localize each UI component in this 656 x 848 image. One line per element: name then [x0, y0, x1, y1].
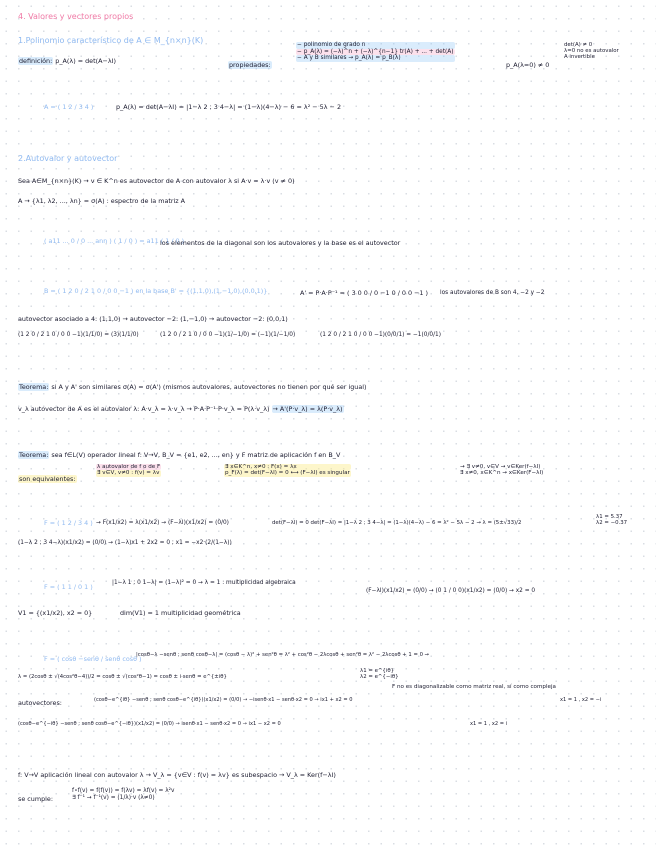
theorem-2-conditions-right [224, 464, 351, 477]
property-3: − A y B similares → p_A(λ) = p_B(λ) [296, 55, 455, 62]
example-2-check-3: (1 2 0 / 2 1 0 / 0 0 −1)(0/0/1) = −1(0/0/1) [320, 332, 441, 338]
final-property-1: f∘f(v) = f(f(v)) = f(λv) = λf(v) = λ²v [72, 788, 175, 794]
property-2: − p_A(λ) = (−λ)^n + (−λ)^{n−1} tr(A) + ... + det(A) [297, 48, 454, 55]
property-1: − polinomio de grado n [296, 42, 455, 49]
example-3-equation: → F(x1/x2) = λ(x1/x2) → (F−λI)(x1/x2) = (0/0) [96, 520, 229, 526]
chapter-title: 4. Valores y vectores propios [18, 12, 134, 21]
theorem-2-cond-2: ∃ v∈V, v≠0 : f(v) = λv [97, 470, 160, 477]
theorem-2-result-2: ∃ x≠0, x∈K^n → x∈Ker(F−λI) [460, 470, 544, 477]
example-4-dimension: dim(V1) = 1 multiplicidad geométrica [120, 609, 241, 617]
example-1-matrix: A = ( 1 2 / 3 4 ) [44, 103, 94, 111]
theorem-1-text: si A y A' son similares σ(A) = σ(A') (mismos autovalores, autovectores no tienen por qué ser igual) [51, 383, 367, 391]
example-5-eigenvector-1-result: x1 = 1 , x2 = −i [560, 697, 602, 703]
example-2-check-2: (1 2 0 / 2 1 0 / 0 0 −1)(1/−1/0) = (−1)(1/−1/0) [160, 332, 296, 338]
example-4-matrix: F = ( 1 1 / 0 1 ) [44, 583, 93, 591]
example-5-roots [360, 668, 399, 680]
diagonal-example: ( a11 ... 0 / 0 ... ann ) ( 1 / 0 ) = a11 ( 1 / 0 ) [44, 237, 185, 245]
theorem-2-text: sea f∈L(V) operador lineal f: V→V, B_V = {e1, e2, ..., en} y F matriz de aplicación f en B_V [51, 451, 341, 459]
final-properties [72, 788, 174, 801]
theorem-1-proof-b: → A'(P·v_λ) = λ(P·v_λ) [272, 405, 343, 413]
example-2-matrix: B = ( 1 2 0 / 2 1 0 / 0 0 −1 ) en la base B' = {(1,1,0),(1,−1,0),(0,0,1)} [44, 287, 268, 295]
final-property-2: ∃ f⁻¹ → f⁻¹(v) = (1/λ)·v (λ≠0) [72, 794, 155, 801]
example-2-check-1: (1 2 0 / 2 1 0 / 0 0 −1)(1/1/0) = (3)(1/1/0) [18, 332, 139, 338]
theorem-2-cond-1: λ autovalor de f o de F [97, 464, 161, 470]
section-1-title: 1.Polinomio característico de A ∈ M_{n×n}(K) [18, 36, 204, 45]
example-4-kernel: (F−λI)(x1/x2) = (0/0) → (0 1 / 0 0)(x1/x2) = (0/0) → x2 = 0 [366, 588, 536, 594]
eigenspace-definition: f: V→V aplicación lineal con autovalor λ → V_λ = {v∈V : f(v) = λv} es subespacio → V_λ = Ker(f−λI) [18, 771, 336, 779]
example-5-eigenvector-2-result: x1 = 1 , x2 = i [470, 721, 508, 727]
theorem-2-conditions-left [96, 464, 161, 477]
diagonal-note: los elementos de la diagonal son los autovalores y la base es el autovector [160, 239, 401, 247]
final-satisfies-label: se cumple: [18, 795, 53, 803]
theorem-2-cond-4: p_F(λ) = det(F−λI) = 0 ⟷ (F−λI) es singular [225, 470, 350, 477]
theorem-1 [18, 384, 367, 391]
invertible-2: λ=0 no es autovalor [564, 48, 619, 55]
definition-label: definición: [19, 57, 53, 65]
example-3-matrix: F = ( 1 2 / 3 4 ) [44, 519, 93, 527]
example-3-root-1: λ1 = 5.37 [596, 514, 623, 520]
example-3-system: (1−λ 2 ; 3 4−λ)(x1/x2) = (0/0) → (1−λ)x1 + 2x2 = 0 ; x1 = −x2·(2/(1−λ)) [18, 540, 232, 546]
example-4-determinant: |1−λ 1 ; 0 1−λ| = (1−λ)² = 0 → λ = 1 : multiplicidad algebraica [112, 580, 296, 586]
section-2-title: 2.Autovalor y autovector [18, 154, 118, 163]
eigen-definition: Sea A∈M_{n×n}(K) → v ∈ K^n es autovector de A con autovalor λ si A·v = λ·v (v ≠ 0) [18, 177, 295, 185]
theorem-2-result-1: → ∃ v≠0, v∈V → v∈Ker(f−λI) [460, 464, 541, 470]
spectrum-definition: A → {λ1, λ2, ..., λn} = σ(A) : espectro de la matriz A [18, 197, 186, 205]
example-5-eigenvector-2: (cosθ−e^{−iθ} −senθ ; senθ cosθ−e^{−iθ})(x1/x2) = (0/0) → isenθ·x1 − senθ·x2 = 0 → ix1 − x2 = 0 [18, 721, 281, 727]
example-2-eigenvectors: autovector asociado a 4: (1,1,0) → autovector −2: (1,−1,0) → autovector −2: (0,0,1) [18, 315, 288, 323]
example-3-roots [596, 514, 627, 526]
theorem-2 [18, 452, 340, 459]
example-5-eigenvector-1: (cosθ−e^{iθ} −senθ ; senθ cosθ−e^{iθ})(x1/x2) = (0/0) → −isenθ·x1 − senθ·x2 = 0 → ix1 + x2 = 0 [94, 697, 353, 703]
theorem-2-cond-3: ∃ x∈K^n, x≠0 : F(x) = λx [224, 464, 351, 470]
properties-label: propiedades: [229, 61, 271, 69]
properties-list [296, 42, 455, 62]
example-2-change-of-basis: A' = P·A·P⁻¹ = ( 3 0 0 / 0 −1 0 / 0 0 −1 ) [300, 289, 429, 297]
example-5-root-2: λ2 = e^{−iθ} [360, 674, 399, 681]
theorem-1-proof [18, 406, 344, 413]
invertible-condition: p_A(λ=0) ≠ 0 [506, 61, 550, 69]
theorem-2-label: Teorema: [19, 451, 49, 459]
theorem-2-equivalent-label: son equivalentes: [19, 475, 76, 483]
invertible-list [564, 42, 619, 61]
definition-line [18, 58, 116, 65]
example-5-lambda: λ = (2cosθ ± √(4cos²θ−4))/2 = cosθ ± √(cos²θ−1) = cosθ ± i·senθ = e^{±iθ} [18, 674, 227, 680]
theorem-2-results [460, 464, 543, 477]
example-5-determinant: |cosθ−λ −senθ ; senθ cosθ−λ| = (cosθ − λ)² + sen²θ = λ² + cos²θ − 2λcosθ + sen²θ = λ² − 2λcosθ + 1 = 0 → [136, 652, 430, 658]
example-5-matrix: F = ( cosθ −senθ / senθ cosθ ) [44, 655, 142, 663]
invertible-1: det(A) ≠ 0 [564, 42, 593, 48]
example-3-determinant: det(F−λI) = 0 det(F−λI) = |1−λ 2 ; 3 4−λ| = (1−λ)(4−λ) − 6 = λ² − 5λ − 2 → λ = (5±√33)/2 [272, 520, 522, 526]
example-3-root-2: λ2 = −0.37 [596, 520, 628, 527]
theorem-1-label: Teorema: [19, 383, 49, 391]
example-1-calculation: p_A(λ) = det(A−λI) = |1−λ 2 ; 3 4−λ| = (1−λ)(4−λ) − 6 = λ² − 5λ − 2 [116, 103, 342, 111]
example-5-eigenvectors-label: autovectores: [18, 699, 62, 707]
theorem-1-proof-a: v_λ autovector de A es el autovalor λ: A·v_λ = λ·v_λ → P·A·P⁻¹·P·v_λ = P(λ·v_λ) [18, 405, 270, 413]
example-2-note: los autovalores de B son 4, −2 y −2 [440, 290, 545, 296]
example-5-note: F no es diagonalizable como matriz real, sí como compleja [392, 684, 556, 690]
definition-formula: p_A(λ) = det(A−λI) [55, 57, 116, 65]
example-4-eigenspace: V1 = {(x1/x2), x2 = 0} [18, 609, 93, 617]
invertible-3: A invertible [564, 54, 595, 61]
example-5-root-1: λ1 = e^{iθ} [360, 668, 395, 674]
